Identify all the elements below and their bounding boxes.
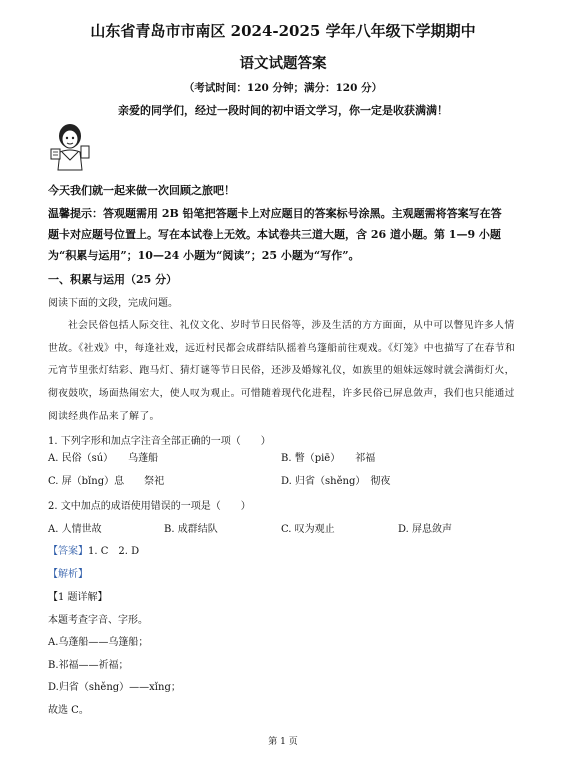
passage-line-5: 阅读经典作品来了解了。 — [48, 411, 160, 422]
answer-value: 1. C 2. D — [88, 546, 140, 557]
exam-info: （考试时间：120 分钟；满分：120 分） — [183, 82, 383, 94]
detail-line-1: 本题考查字音、字形。 — [48, 615, 148, 626]
question-1-option-a: A. 民俗（sú） 乌蓬船 — [48, 453, 159, 464]
answer-row — [48, 542, 139, 557]
question-1-option-b: B. 瞥（piē） 祁福 — [281, 453, 376, 464]
document-subtitle: 语文试题答案 — [239, 55, 327, 72]
question-2-stem: 2. 文中加点的成语使用错误的一项是（ ） — [48, 501, 251, 512]
passage-line-1: 社会民俗包括人际交往、礼仪文化、岁时节日民俗等，涉及生活的方方面面，从中可以瞥见许多人情 — [68, 320, 515, 331]
passage-line-4: 彻夜鼓吹，场面热闹宏大，使人叹为观止。可惜随着现代化进程，许多民俗已屏息敛声，我们也只能通过 — [48, 388, 515, 399]
tips-line-2: 题卡对应题号位置上。写在本试卷上无效。本试卷共三道大题，含 26 道小题。第 1—9 小题 — [48, 228, 501, 241]
question-1-option-d: D. 归省（shěng） 彻夜 — [281, 476, 391, 487]
detail-line-4: D.归省（shěng）——xǐng； — [48, 682, 181, 693]
question-2-option-a: A. 人情世故 — [48, 524, 102, 535]
detail-line-5: 故选 C。 — [48, 705, 89, 716]
section-heading: 一、积累与运用（25 分） — [48, 273, 178, 286]
tips-line-1: 温馨提示：答观题需用 2B 铅笔把答题卡上对应题目的答案标号涂黑。主观题需将答案写在答 — [48, 207, 502, 220]
page-number: 第 1 页 — [268, 737, 298, 747]
analysis-label: 【解析】 — [48, 569, 88, 580]
detail-line-3: B.祁福——祈福； — [48, 660, 129, 671]
passage-instruction: 阅读下面的文段，完成问题。 — [48, 298, 178, 309]
question-1-option-c: C. 屏（bǐng）息 祭祀 — [48, 476, 165, 487]
answer-label: 【答案】 — [48, 546, 88, 557]
passage-line-3: 元宵节里张灯结彩、跑马灯、猜灯谜等节日民俗，还涉及婚嫁礼仪，如族里的姐妹远嫁时就会满街灯火， — [48, 365, 515, 376]
detail-line-2: A.乌蓬船——乌篷船； — [48, 637, 149, 648]
greeting-text: 亲爱的同学们，经过一段时间的初中语文学习，你一定是收获满满！ — [118, 104, 448, 117]
review-text: 今天我们就一起来做一次回顾之旅吧！ — [48, 184, 235, 197]
tips-line-3: 为“积累与运用”；10—24 小题为“阅读”；25 小题为“写作”。 — [48, 249, 360, 262]
question-2-option-c: C. 叹为观止 — [281, 524, 335, 535]
student-cartoon-icon — [48, 122, 92, 172]
document-title: 山东省青岛市市南区 2024-2025 学年八年级下学期期中 — [90, 22, 476, 40]
passage-line-2: 世故。《社戏》中，每逢社戏，远近村民都会成群结队摇着乌篷船前往观戏。《灯笼》中也描写了在春节和 — [48, 343, 516, 354]
question-2-option-d: D. 屏息敛声 — [398, 524, 453, 535]
question-1-stem: 1. 下列字形和加点字注音全部正确的一项（ ） — [48, 436, 271, 447]
detail-label: 【1 题详解】 — [48, 592, 108, 603]
question-2-option-b: B. 成群结队 — [164, 524, 218, 535]
